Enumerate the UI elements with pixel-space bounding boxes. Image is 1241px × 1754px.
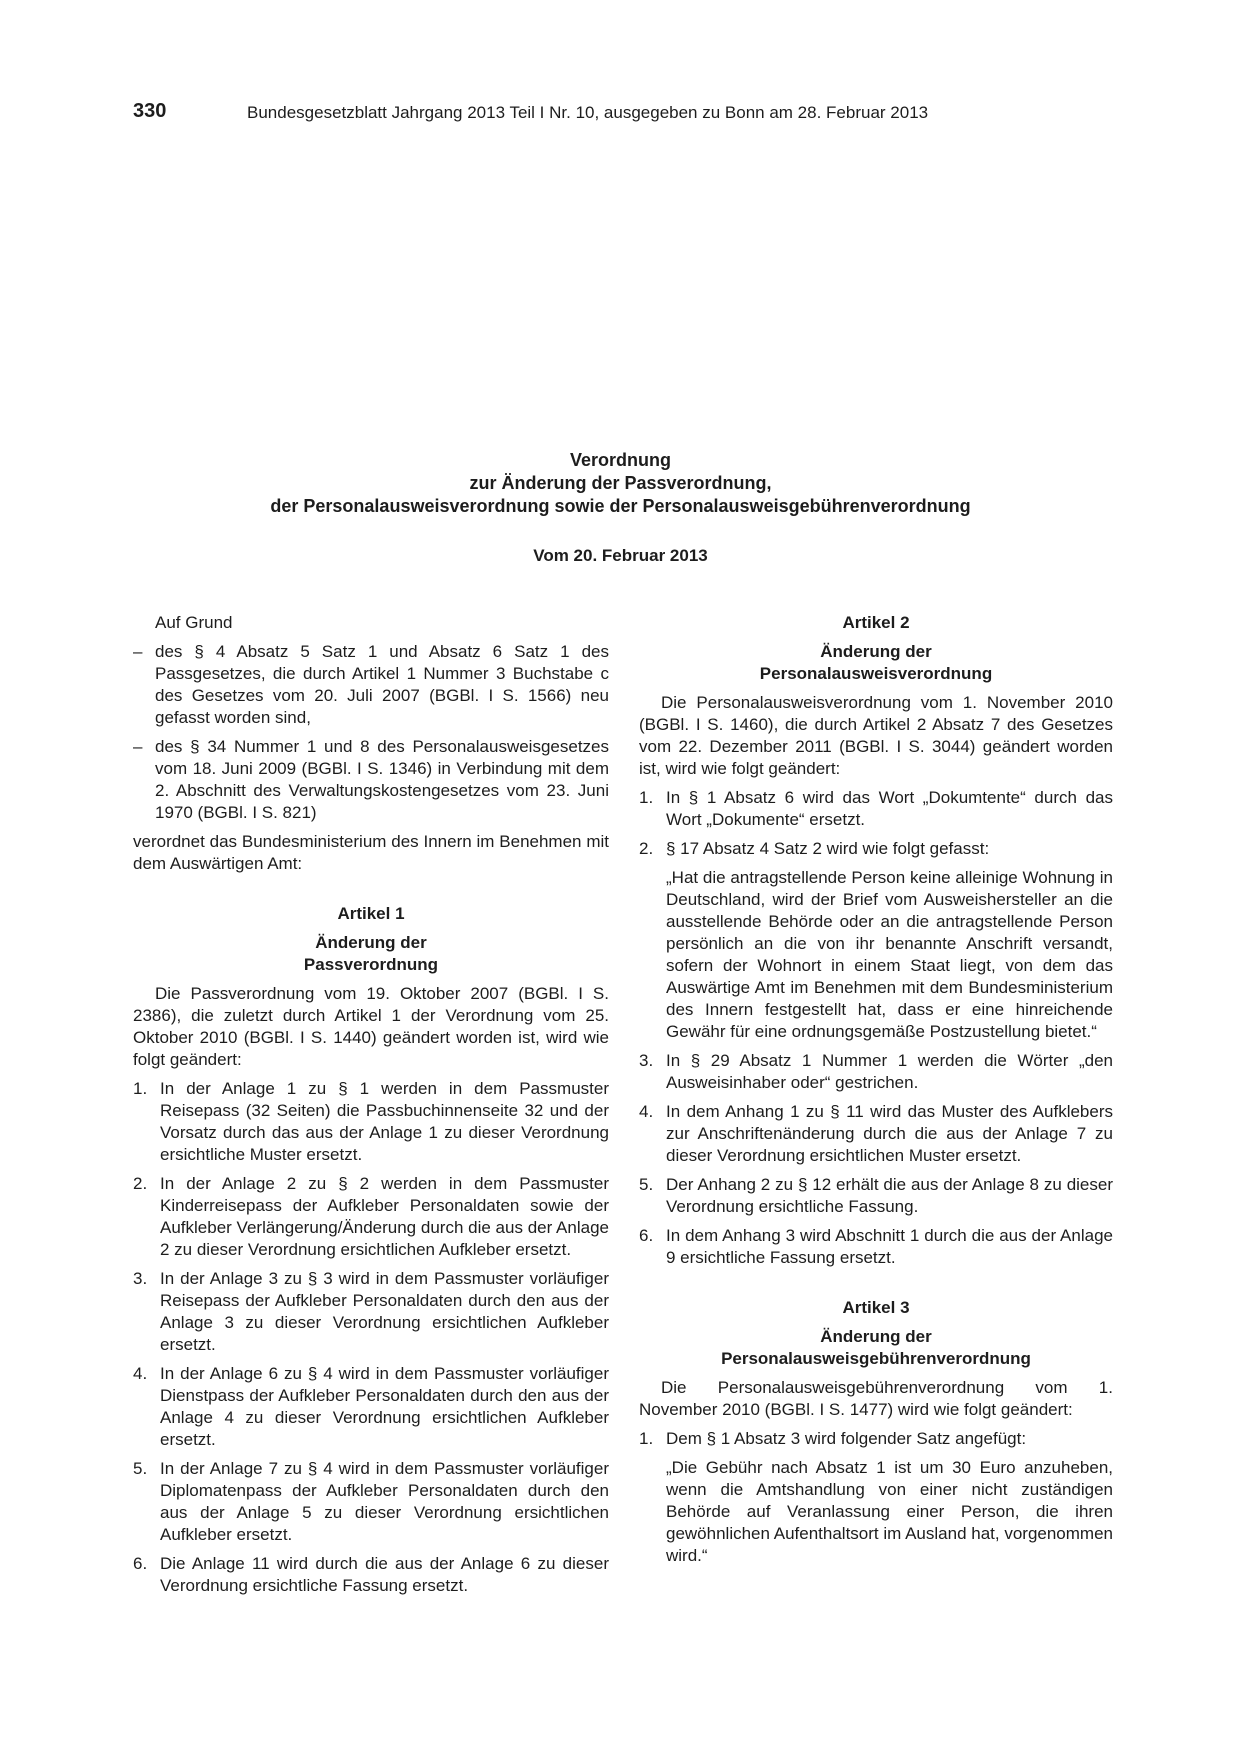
item-number: 1. [639, 1429, 654, 1448]
list-item [133, 1173, 609, 1261]
article-3-title-line-1: Änderung der [820, 1327, 932, 1346]
article-1-title [133, 932, 609, 976]
article-1-title-line-1: Änderung der [315, 933, 427, 952]
item-number: 4. [639, 1102, 654, 1121]
preamble-item-text: des § 4 Absatz 5 Satz 1 und Absatz 6 Satz 1 des Passgesetzes, die durch Artikel 1 Nummer 3 Buchstabe c des Gesetzes vom 20. Juli 2007 (BGBl. I S. 1566) neu gefasst worden sind, [155, 642, 609, 727]
item-number: 6. [639, 1226, 654, 1245]
list-item [639, 838, 1113, 860]
item-number: 6. [133, 1554, 148, 1573]
preamble-item-text: des § 34 Nummer 1 und 8 des Personalausweisgesetzes vom 18. Juni 2009 (BGBl. I S. 1346) in Verbindung mit dem 2. Abschnitt des Verwaltungskostengesetzes vom 23. Juni 1970 (BGBl. I S. 821) [155, 737, 609, 822]
list-item [639, 1101, 1113, 1167]
quoted-text: „Die Gebühr nach Absatz 1 ist um 30 Euro anzuheben, wenn die Amtshandlung von einer nicht zuständigen Behörde auf Veranlassung einer Person, die ihren gewöhnlichen Aufenthaltsort im Ausland hat, vorgenommen wird.“ [666, 1458, 1113, 1565]
preamble-item [133, 736, 609, 824]
left-column [133, 612, 609, 1604]
article-2-title-line-1: Änderung der [820, 642, 932, 661]
item-text: Dem § 1 Absatz 3 wird folgender Satz angefügt: [666, 1429, 1027, 1448]
title-line-2: zur Änderung der Passverordnung, [469, 473, 772, 493]
list-item [133, 1363, 609, 1451]
list-item [133, 1553, 609, 1597]
article-1-title-line-2: Passverordnung [303, 955, 439, 974]
running-head: Bundesgesetzblatt Jahrgang 2013 Teil I Nr. 10, ausgegeben zu Bonn am 28. Februar 2013 [247, 103, 929, 122]
list-item [639, 1428, 1113, 1450]
item-number: 5. [133, 1459, 148, 1478]
list-item [639, 1050, 1113, 1094]
item-text: In der Anlage 2 zu § 2 werden in dem Passmuster Kinderreisepass der Aufkleber Personaldaten sowie der Aufkleber Verlängerung/Änderung durch die aus der Anlage 2 zu dieser Verordnung ersichtlichen Aufkleber ersetzt. [160, 1174, 609, 1259]
item-number: 3. [639, 1051, 654, 1070]
article-2-number: Artikel 2 [842, 613, 910, 632]
dash-mark: – [133, 737, 143, 756]
title-line-1: Verordnung [569, 450, 671, 470]
article-2-title-line-2: Personalausweisverordnung [759, 664, 993, 683]
list-item [639, 1225, 1113, 1269]
item-text: In der Anlage 7 zu § 4 wird in dem Passmuster vorläufiger Diplomatenpass der Aufkleber Personaldaten durch den aus der Anlage 5 zu dieser Verordnung ersichtlichen Aufkleber ersetzt. [160, 1459, 609, 1544]
item-text: Der Anhang 2 zu § 12 erhält die aus der Anlage 8 zu dieser Verordnung ersichtliche Fassung. [666, 1175, 1113, 1216]
item-text: In § 29 Absatz 1 Nummer 1 werden die Wörter „den Ausweisinhaber oder“ gestrichen. [666, 1051, 1113, 1092]
title-block [0, 449, 1241, 566]
item-text: In § 1 Absatz 6 wird das Wort „Dokumtente“ durch das Wort „Dokumente“ ersetzt. [666, 788, 1113, 829]
item-number: 1. [639, 788, 654, 807]
list-item [133, 1078, 609, 1166]
article-2-title [639, 641, 1113, 685]
title-line-3: der Personalausweisverordnung sowie der Personalausweisgebührenverordnung [270, 496, 971, 516]
item-number: 2. [133, 1174, 148, 1193]
article-2-intro: Die Personalausweisverordnung vom 1. November 2010 (BGBl. I S. 1460), die durch Artikel 2 Absatz 7 des Gesetzes vom 22. Dezember 2011 (BGBl. I S. 3044) geändert worden ist, wird wie folgt geändert: [639, 693, 1113, 778]
page-number: 330 [133, 100, 167, 122]
title-date: Vom 20. Februar 2013 [533, 546, 708, 565]
preamble-intro: Auf Grund [155, 613, 233, 632]
item-text: § 17 Absatz 4 Satz 2 wird wie folgt gefasst: [666, 839, 990, 858]
item-number: 3. [133, 1269, 148, 1288]
article-3-title-line-2: Personalausweisgebührenverordnung [721, 1349, 1031, 1368]
article-3-title [639, 1326, 1113, 1370]
quoted-text: „Hat die antragstellende Person keine alleinige Wohnung in Deutschland, wird der Brief vom Ausweishersteller an die ausstellende Behörde oder an die antragstellende Person persönlich an die von ihr benannte Anschrift versandt, sofern der Wohnort in einem Staat liegt, von dem das Auswärtige Amt im Benehmen mit dem Bundesministerium des Innern festgestellt hat, dass er eine hinreichende Gewähr für eine ordnungsgemäße Postzustellung bietet.“ [666, 868, 1113, 1041]
page-header [0, 100, 1241, 126]
item-number: 5. [639, 1175, 654, 1194]
item-text: In der Anlage 3 zu § 3 wird in dem Passmuster vorläufiger Reisepass der Aufkleber Personaldaten durch den aus der Anlage 3 zu dieser Verordnung ersichtlichen Aufkleber ersetzt. [160, 1269, 609, 1354]
item-text: In dem Anhang 3 wird Abschnitt 1 durch die aus der Anlage 9 ersichtliche Fassung ersetzt. [666, 1226, 1113, 1267]
item-number: 1. [133, 1079, 148, 1098]
preamble-closing: verordnet das Bundesministerium des Innern im Benehmen mit dem Auswärtigen Amt: [133, 832, 609, 873]
list-item [639, 787, 1113, 831]
article-3-intro: Die Personalausweisgebührenverordnung vom 1. November 2010 (BGBl. I S. 1477) wird wie folgt geändert: [639, 1378, 1113, 1419]
article-3-number: Artikel 3 [842, 1298, 910, 1317]
preamble-item [133, 641, 609, 729]
item-text: In der Anlage 6 zu § 4 wird in dem Passmuster vorläufiger Dienstpass der Aufkleber Personaldaten durch den aus der Anlage 4 zu dieser Verordnung ersichtlichen Aufkleber ersetzt. [160, 1364, 609, 1449]
item-number: 4. [133, 1364, 148, 1383]
article-1-intro: Die Passverordnung vom 19. Oktober 2007 (BGBl. I S. 2386), die zuletzt durch Artikel 1 der Verordnung vom 25. Oktober 2010 (BGBl. I S. 1440) geändert worden ist, wird wie folgt geändert: [133, 984, 609, 1069]
right-column [639, 612, 1113, 1574]
item-text: In der Anlage 1 zu § 1 werden in dem Passmuster Reisepass (32 Seiten) die Passbuchinnenseite 32 und der Vorsatz durch das aus der Anlage 1 zu dieser Verordnung ersichtliche Muster ersetzt. [160, 1079, 609, 1164]
list-item [639, 1174, 1113, 1218]
item-number: 2. [639, 839, 654, 858]
item-text: In dem Anhang 1 zu § 11 wird das Muster des Aufklebers zur Anschriftenänderung durch die aus der Anlage 7 zu dieser Verordnung ersichtlichen Muster ersetzt. [666, 1102, 1113, 1165]
list-item [133, 1268, 609, 1356]
list-item [133, 1458, 609, 1546]
article-1-number: Artikel 1 [337, 904, 405, 923]
item-text: Die Anlage 11 wird durch die aus der Anlage 6 zu dieser Verordnung ersichtliche Fassung ersetzt. [160, 1554, 609, 1595]
dash-mark: – [133, 642, 143, 661]
